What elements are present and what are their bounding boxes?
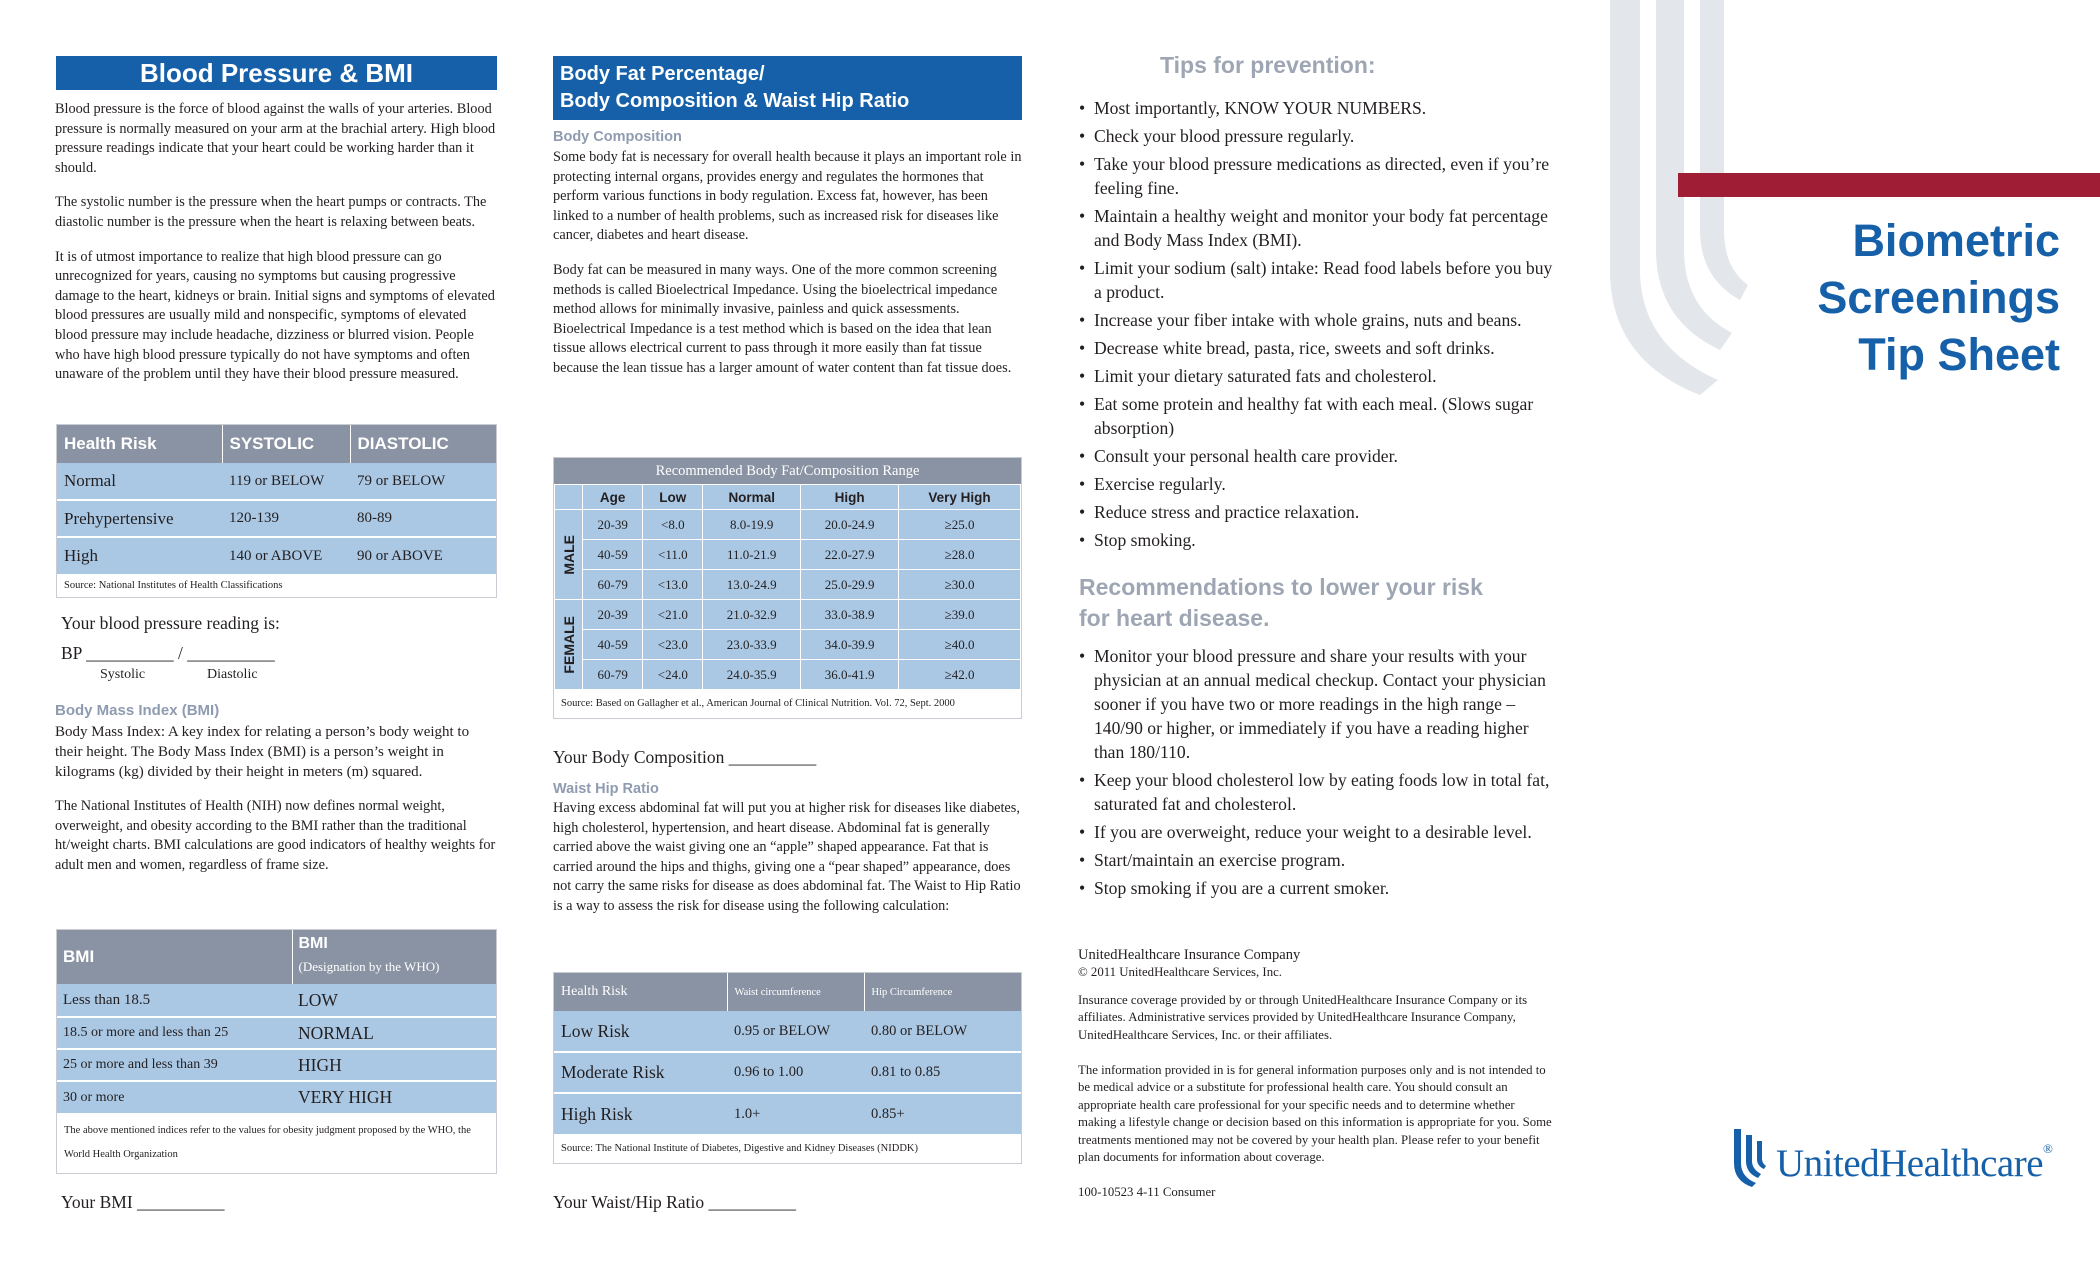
cell: 0.80 or BELOW	[864, 1011, 1021, 1052]
title-line: Tip Sheet	[1858, 329, 2060, 380]
cell: 0.85+	[871, 1105, 905, 1122]
title-line: Screenings	[1817, 272, 2060, 323]
cell: 18.5 or more and less than 25	[57, 1017, 292, 1049]
cell: 60-79	[583, 660, 643, 690]
cell: 36.0-41.9	[801, 660, 899, 690]
table-row	[554, 1052, 1021, 1093]
cell: <24.0	[643, 660, 703, 690]
list-item: • Take your blood pressure medications as directed, even if you’re feeling fine.	[1079, 152, 1559, 200]
cell: 119 or BELOW	[222, 463, 350, 500]
arc-inner	[1700, 0, 1748, 300]
your-waist-hip-ratio: Your Waist/Hip Ratio __________	[553, 1192, 796, 1212]
table-source: Source: The National Institute of Diabetes, Digestive and Kidney Diseases (NIDDK)	[554, 1134, 1021, 1163]
cell: 20-39	[583, 510, 643, 540]
list-item: • Stop smoking if you are a current smoker.	[1079, 876, 1559, 900]
table-row	[57, 537, 496, 574]
recommendations-heading	[1079, 572, 1483, 634]
header-normal: Normal	[703, 485, 801, 510]
paragraph: The National Institutes of Health (NIH) now defines normal weight, overweight, and obesity according to the BMI rather than the traditional ht/weight charts. BMI calculations are good indicators of healthy weights for adult men and women, regardless of frame size.	[55, 798, 496, 873]
bp-slash: /	[178, 643, 183, 663]
cell: <23.0	[643, 630, 703, 660]
cell: 0.96 to 1.00	[727, 1052, 864, 1093]
table-row	[554, 1011, 1021, 1052]
body-composition-heading: Body Composition	[553, 129, 682, 145]
header-hip: Hip Circumference	[871, 986, 953, 998]
legal-coverage: Insurance coverage provided by or through UnitedHealthcare Insurance Company or its affiliates. Administrative services provided by UnitedHealthcare Insurance Company, UnitedHealthcare Services, Inc. or their affiliates.	[1078, 992, 1528, 1042]
title-line: Biometric	[1852, 215, 2060, 266]
list-item: • Monitor your blood pressure and share your results with your physician at an annual medical checkup. Contact your physician sooner if you have two or more readings in the high range – 140/90 or higher, or immediately if you have a reading higher than 180/110.	[1079, 644, 1559, 764]
list-item: • Exercise regularly.	[1079, 472, 1559, 496]
cell: 25.0-29.9	[801, 570, 899, 600]
cell: <8.0	[643, 510, 703, 540]
header-line: Body Fat Percentage/	[560, 63, 765, 85]
heading-line: Recommendations to lower your risk	[1079, 574, 1483, 600]
bmi-heading: Body Mass Index (BMI)	[55, 702, 220, 719]
male-label-text: MALE	[560, 534, 577, 575]
cell: 20.0-24.9	[801, 510, 899, 540]
cell: Normal	[57, 463, 222, 500]
cell: LOW	[292, 984, 496, 1017]
bp-header-risk: Health Risk	[57, 425, 222, 463]
table-row	[57, 500, 496, 537]
table-header-row	[554, 973, 1021, 1011]
table-row	[555, 660, 1021, 690]
cell: ≥42.0	[899, 660, 1021, 690]
list-item: • Check your blood pressure regularly.	[1079, 124, 1559, 148]
header-high: High	[801, 485, 899, 510]
cell: ≥25.0	[899, 510, 1021, 540]
heading-line: for heart disease.	[1079, 605, 1270, 631]
unitedhealthcare-logo	[1728, 1129, 2068, 1189]
paragraph: Blood pressure is the force of blood against the walls of your arteries. Blood pressure is normally measured on your arm at the brachial artery. High blood pressure readings indicate that your heart could be working harder than it should.	[55, 101, 496, 176]
table-row	[57, 1049, 496, 1081]
cell: 30 or more	[63, 1089, 125, 1105]
table-row	[555, 630, 1021, 660]
logo-wordmark: UnitedHealthcare	[1776, 1142, 2044, 1185]
document-code: 100-10523 4-11 Consumer	[1078, 1185, 1216, 1200]
male-label	[555, 510, 583, 600]
cell: High	[64, 546, 98, 565]
bmi-header-right-title: BMI	[298, 935, 328, 952]
cell: ≥28.0	[899, 540, 1021, 570]
table-source: Source: National Institutes of Health Classifications	[57, 574, 496, 597]
header-line: Body Composition & Waist Hip Ratio	[560, 90, 910, 112]
blank-diastolic: __________	[187, 643, 275, 663]
paragraph: Having excess abdominal fat will put you at higher risk for diseases like diabetes, high cholesterol, hypertension, and heart disease. Abdominal fat is generally carried above the waist giving one an “apple” shaped appearance. Fat that is carried around the hips and thighs, giving one a “pear shaped” appearance, does not carry the same risks for disease as does abdominal fat. The Waist to Hip Ratio is a way to assess the risk for disease using the following calculation:	[553, 800, 1021, 914]
list-item: • Increase your fiber intake with whole grains, nuts and beans.	[1079, 308, 1559, 332]
bp-prefix: BP	[61, 643, 82, 663]
cell: Prehypertensive	[57, 500, 222, 537]
cell: 22.0-27.9	[801, 540, 899, 570]
bmi-text	[55, 722, 500, 875]
cell: 140 or ABOVE	[229, 547, 323, 564]
body-fat-table-title: Recommended Body Fat/Composition Range	[554, 458, 1021, 484]
bp-header-diastolic: DIASTOLIC	[357, 434, 449, 453]
table-row	[57, 1081, 496, 1113]
cell: VERY HIGH	[298, 1087, 393, 1107]
cell: 40-59	[583, 540, 643, 570]
header-waist: Waist circumference	[727, 973, 864, 1011]
cell: 25 or more and less than 39	[57, 1049, 292, 1081]
blank-systolic: __________	[86, 643, 174, 663]
list-item: • Limit your dietary saturated fats and cholesterol.	[1079, 364, 1559, 388]
table-row	[555, 510, 1021, 540]
recommendations-list	[1079, 644, 1559, 904]
cell: High Risk	[561, 1103, 633, 1124]
bp-table	[56, 424, 497, 598]
cell: 34.0-39.9	[801, 630, 899, 660]
company-info	[1078, 947, 1553, 1202]
cell: NORMAL	[292, 1017, 496, 1049]
table-row	[57, 463, 496, 500]
cell: 1.0+	[734, 1105, 761, 1122]
table-row	[554, 1093, 1021, 1134]
paragraph: The systolic number is the pressure when the heart pumps or contracts. The diastolic number is the pressure when the heart is relaxing between beats.	[55, 194, 487, 230]
your-body-composition: Your Body Composition __________	[553, 747, 817, 767]
cell: 40-59	[583, 630, 643, 660]
cell: 120-139	[222, 500, 350, 537]
table-row	[555, 570, 1021, 600]
paragraph: It is of utmost importance to realize that high blood pressure can go unrecognized for years, causing no symptoms but causing progressive damage to the heart, kidneys or brain. Initial signs and symptoms of elevated blood pressures are usually mild and nonspecific, symptoms of elevated blood pressure may include headache, dizziness or blurred vision. People who have high blood pressure typically do not have symptoms and often unaware of the problem until they have their blood pressure measured.	[55, 248, 495, 383]
cell: <11.0	[643, 540, 703, 570]
registered-mark: ®	[2043, 1141, 2053, 1156]
cell: ≥40.0	[899, 630, 1021, 660]
waist-hip-heading: Waist Hip Ratio	[553, 781, 659, 797]
section-header-blood-pressure: Blood Pressure & BMI	[56, 56, 497, 90]
cell: <13.0	[643, 570, 703, 600]
header-health-risk: Health Risk	[554, 973, 727, 1011]
table-note: The above mentioned indices refer to the values for obesity judgment proposed by the WHO, the World Health Organization	[57, 1113, 496, 1173]
cell: Low Risk	[554, 1011, 727, 1052]
legal-disclaimer: The information provided in is for general information purposes only and is not intended to be medical advice or a substitute for professional health care. You should consult an appropriate health care professional for your specific needs and to determine whether making a lifestyle change or decision based on this information is appropriate for you. Some treatments mentioned may not be covered by your health plan. Please refer to your benefit plan documents for information about coverage.	[1078, 1063, 1552, 1165]
header-very-high: Very High	[899, 485, 1021, 510]
cell: 21.0-32.9	[703, 600, 801, 630]
accent-bar	[1678, 173, 2100, 197]
table-header-row	[555, 485, 1021, 510]
list-item: • Eat some protein and healthy fat with each meal. (Slows sugar absorption)	[1079, 392, 1559, 440]
cell: 33.0-38.9	[801, 600, 899, 630]
table-row	[57, 1017, 496, 1049]
tips-heading: Tips for prevention:	[1160, 52, 1376, 78]
body-composition-text	[553, 148, 1025, 379]
tips-list	[1079, 96, 1559, 556]
cell: 24.0-35.9	[703, 660, 801, 690]
paragraph: Some body fat is necessary for overall health because it plays an important role in protecting internal organs, provides energy and regulates the hormones that perform various functions in body regulation. Excess fat, however, has been linked to a number of health problems, such as increased risk for diseases like cancer, diabetes and heart disease.	[553, 149, 1022, 244]
bp-reading-blanks	[61, 643, 275, 664]
cell: Less than 18.5	[57, 984, 292, 1017]
cell: ≥39.0	[899, 600, 1021, 630]
logo-mark-icon	[1728, 1129, 1772, 1189]
cell: 23.0-33.9	[703, 630, 801, 660]
bp-intro	[55, 100, 500, 385]
list-item: • Consult your personal health care provider.	[1079, 444, 1559, 468]
cell: HIGH	[292, 1049, 496, 1081]
bmi-header-right-sub: (Designation by the WHO)	[298, 959, 440, 974]
table-source: Source: Based on Gallagher et al., American Journal of Clinical Nutrition. Vol. 72, Sept. 2000	[554, 690, 1021, 718]
paragraph: Body Mass Index: A key index for relating a person’s body weight to their height. The Body Mass Index (BMI) is a person’s weight in kilograms (kg) divided by their height in meters (m) squared.	[55, 724, 470, 780]
table-row	[555, 540, 1021, 570]
list-item: • Maintain a healthy weight and monitor your body fat percentage and Body Mass Index (BMI).	[1079, 204, 1559, 252]
cell: 80-89	[350, 500, 496, 537]
body-fat-table	[553, 457, 1022, 719]
list-item: • Limit your sodium (salt) intake: Read food labels before you buy a product.	[1079, 256, 1559, 304]
header-age: Age	[583, 485, 643, 510]
list-item: • Stop smoking.	[1079, 528, 1559, 552]
waist-hip-text	[553, 799, 1025, 917]
systolic-caption: Systolic	[100, 667, 146, 682]
company-name: UnitedHealthcare Insurance Company	[1078, 947, 1301, 963]
list-item: • Most importantly, KNOW YOUR NUMBERS.	[1079, 96, 1559, 120]
list-item: • Decrease white bread, pasta, rice, sweets and soft drinks.	[1079, 336, 1559, 360]
list-item: • Start/maintain an exercise program.	[1079, 848, 1559, 872]
female-label	[555, 600, 583, 690]
cell: 20-39	[583, 600, 643, 630]
paragraph: Body fat can be measured in many ways. One of the more common screening methods is called Bioelectrical Impedance. Using the bioelectrical impedance method allows for minimally invasive, painless and quick assessments. Bioelectrical Impedance is a test method which is based on the idea that lean tissue allows electrical current to pass through it more easily than fat tissue because the lean tissue has a larger amount of water content than fat tissue does.	[553, 261, 1012, 376]
cell: 0.95 or BELOW	[727, 1011, 864, 1052]
waist-hip-table	[553, 972, 1022, 1164]
brand-arcs-graphic	[1600, 0, 1780, 400]
header-low: Low	[643, 485, 703, 510]
section-header-body-fat	[553, 56, 1022, 120]
your-bmi: Your BMI __________	[61, 1192, 225, 1212]
cell: 90 or ABOVE	[357, 547, 443, 564]
cell: Moderate Risk	[554, 1052, 727, 1093]
logo-text	[1776, 1141, 2052, 1186]
bp-header-systolic: SYSTOLIC	[222, 425, 350, 463]
cell: 11.0-21.9	[703, 540, 801, 570]
cover-title	[1817, 212, 2060, 383]
bmi-header-right	[292, 930, 496, 984]
list-item: • Reduce stress and practice relaxation.	[1079, 500, 1559, 524]
table-row	[555, 600, 1021, 630]
cell: 13.0-24.9	[703, 570, 801, 600]
bmi-header-left: BMI	[57, 930, 292, 984]
list-item: • If you are overweight, reduce your weight to a desirable level.	[1079, 820, 1559, 844]
table-row	[57, 984, 496, 1017]
bp-reading-label: Your blood pressure reading is:	[61, 613, 280, 633]
bmi-table	[56, 929, 497, 1174]
female-label-text: FEMALE	[560, 615, 577, 674]
cell: 8.0-19.9	[703, 510, 801, 540]
cell: 0.81 to 0.85	[864, 1052, 1021, 1093]
list-item: • Keep your blood cholesterol low by eating foods low in total fat, saturated fat and cholesterol.	[1079, 768, 1559, 816]
diastolic-caption: Diastolic	[207, 667, 258, 682]
cell: 60-79	[583, 570, 643, 600]
cell: <21.0	[643, 600, 703, 630]
cell: ≥30.0	[899, 570, 1021, 600]
copyright: © 2011 UnitedHealthcare Services, Inc.	[1078, 965, 1282, 980]
cell: 79 or BELOW	[350, 463, 496, 500]
